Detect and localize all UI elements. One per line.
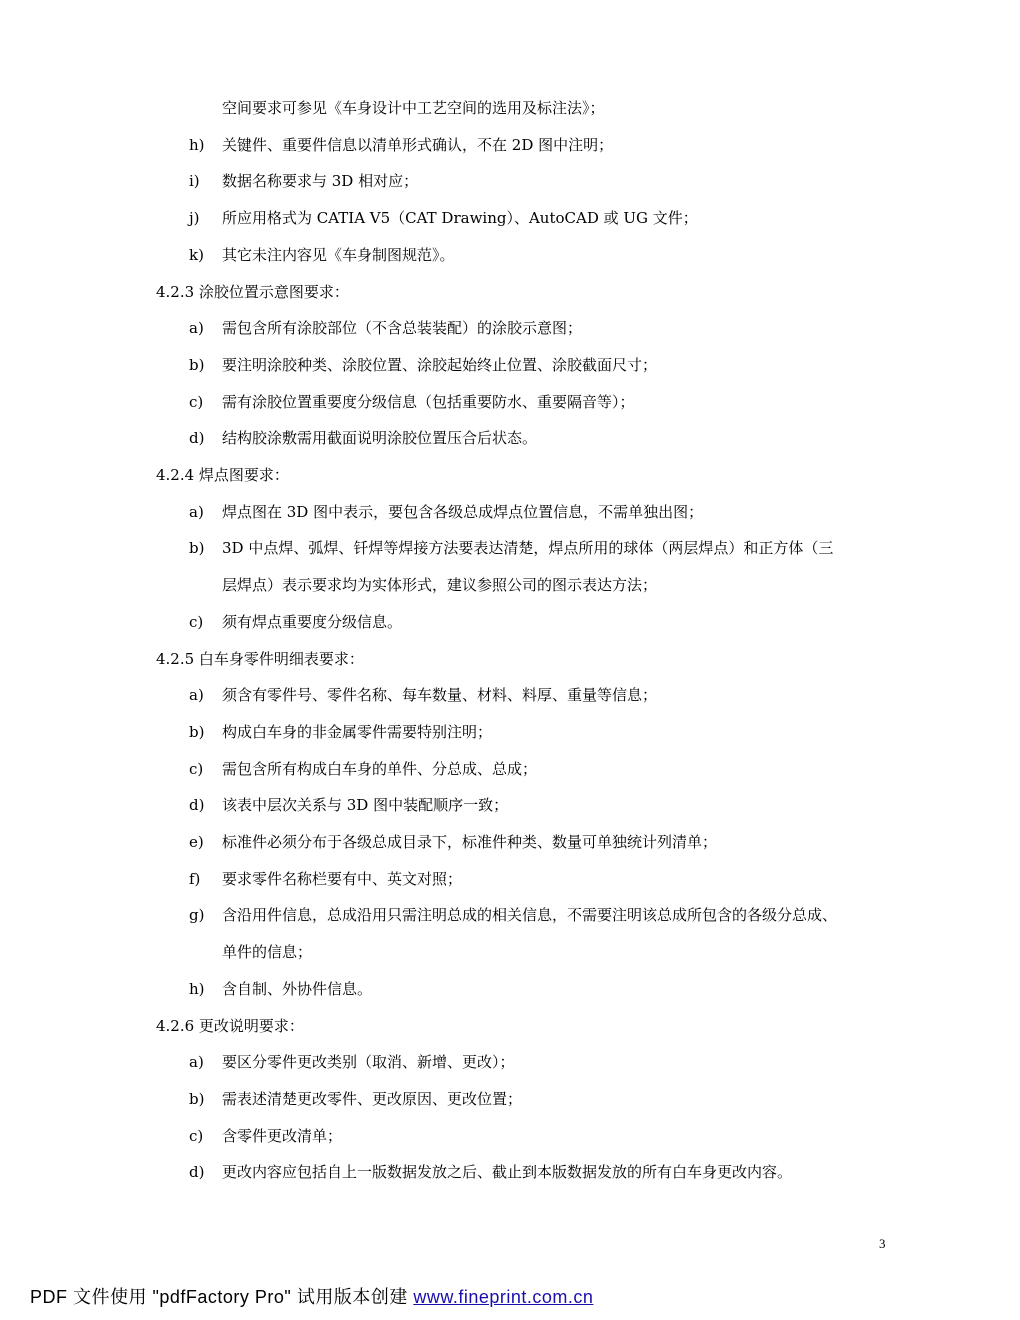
list-item-label: c) <box>189 612 204 631</box>
list-item-text: 需有涂胶位置重要度分级信息（包括重要防水、重要隔音等）； <box>222 392 635 411</box>
list-item-label: h) <box>189 979 205 998</box>
list-item-text: 标准件必须分布于各级总成目录下，标准件种类、数量可单独统计列清单； <box>222 833 718 851</box>
list-item-text: 含零件更改清单； <box>222 1126 343 1145</box>
list-item-text: 需表述清楚更改零件、更改原因、更改位置； <box>222 1089 523 1108</box>
list-item-text: 所应用格式为 CATIA V5（CAT Drawing）、AutoCAD 或 UG 文件； <box>222 209 698 228</box>
list-item-text: 关键件、重要件信息以清单形式确认，不在 2D 图中注明； <box>222 135 614 154</box>
list-item-text: 该表中层次关系与 3D 图中装配顺序一致； <box>222 796 509 815</box>
list-item-label: a) <box>189 319 204 338</box>
list-item-text: 3D 中点焊、弧焊、钎焊等焊接方法要表达清楚，焊点所用的球体（两层焊点）和正方体（三 <box>222 539 834 558</box>
list-item-label: a) <box>189 502 204 521</box>
continuation-line: 单件的信息； <box>222 943 313 962</box>
list-item-label: b) <box>189 1089 205 1108</box>
list-item-label: a) <box>189 686 204 705</box>
list-item-text: 要区分零件更改类别（取消、新增、更改）； <box>222 1053 515 1072</box>
list-item-label: k) <box>189 245 204 264</box>
list-item-label: a) <box>189 1053 204 1072</box>
list-item-text: 结构胶涂敷需用截面说明涂胶位置压合后状态。 <box>222 429 538 448</box>
list-item-text: 其它未注内容见《车身制图规范》。 <box>222 245 455 264</box>
continuation-line: 空间要求可参见《车身设计中工艺空间的选用及标注法》； <box>222 99 605 117</box>
list-item-text: 含沿用件信息，总成沿用只需注明总成的相关信息，不需要注明该总成所包含的各级分总成、 <box>222 906 838 925</box>
list-item-text: 要注明涂胶种类、涂胶位置、涂胶起始终止位置、涂胶截面尺寸； <box>222 355 658 374</box>
section-heading: 4.2.5 白车身零件明细表要求： <box>156 649 364 668</box>
list-item-text: 要求零件名称栏要有中、英文对照； <box>222 869 463 888</box>
list-item-label: c) <box>189 759 204 778</box>
list-item-text: 须有焊点重要度分级信息。 <box>222 612 403 631</box>
list-item-label: d) <box>189 429 205 448</box>
list-item-label: e) <box>189 833 204 851</box>
footer-watermark <box>30 1283 593 1309</box>
list-item-text: 须含有零件号、零件名称、每车数量、材料、料厚、重量等信息； <box>222 686 658 705</box>
list-item-text: 数据名称要求与 3D 相对应； <box>222 172 419 191</box>
list-item-label: b) <box>189 539 205 558</box>
list-item-label: d) <box>189 1163 205 1182</box>
footer-text: PDF 文件使用 "pdfFactory Pro" 试用版本创建 <box>30 1287 414 1307</box>
list-item-text: 需包含所有构成白车身的单件、分总成、总成； <box>222 759 538 778</box>
list-item-text: 焊点图在 3D 图中表示，要包含各级总成焊点位置信息，不需单独出图； <box>222 502 704 521</box>
list-item-label: j) <box>189 209 200 228</box>
list-item-label: b) <box>189 355 205 374</box>
section-heading: 4.2.6 更改说明要求： <box>156 1016 304 1035</box>
list-item-label: g) <box>189 906 205 925</box>
footer-link[interactable]: www.fineprint.com.cn <box>413 1287 594 1307</box>
list-item-text: 构成白车身的非金属零件需要特别注明； <box>222 722 493 741</box>
section-heading: 4.2.4 焊点图要求： <box>156 466 289 484</box>
continuation-line: 层焊点）表示要求均为实体形式，建议参照公司的图示表达方法； <box>222 576 658 595</box>
list-item-label: c) <box>189 1126 204 1145</box>
list-item-label: h) <box>189 135 205 154</box>
list-item-label: i) <box>189 172 200 191</box>
section-heading: 4.2.3 涂胶位置示意图要求： <box>156 282 349 301</box>
list-item-text: 含自制、外协件信息。 <box>222 979 373 998</box>
list-item-text: 更改内容应包括自上一版数据发放之后、截止到本版数据发放的所有白车身更改内容。 <box>222 1163 793 1182</box>
list-item-label: c) <box>189 392 204 411</box>
list-item-label: b) <box>189 722 205 741</box>
list-item-label: d) <box>189 796 205 815</box>
page-number: 3 <box>879 1236 886 1251</box>
list-item-label: f) <box>189 869 201 888</box>
list-item-text: 需包含所有涂胶部位（不含总装装配）的涂胶示意图； <box>222 319 583 338</box>
